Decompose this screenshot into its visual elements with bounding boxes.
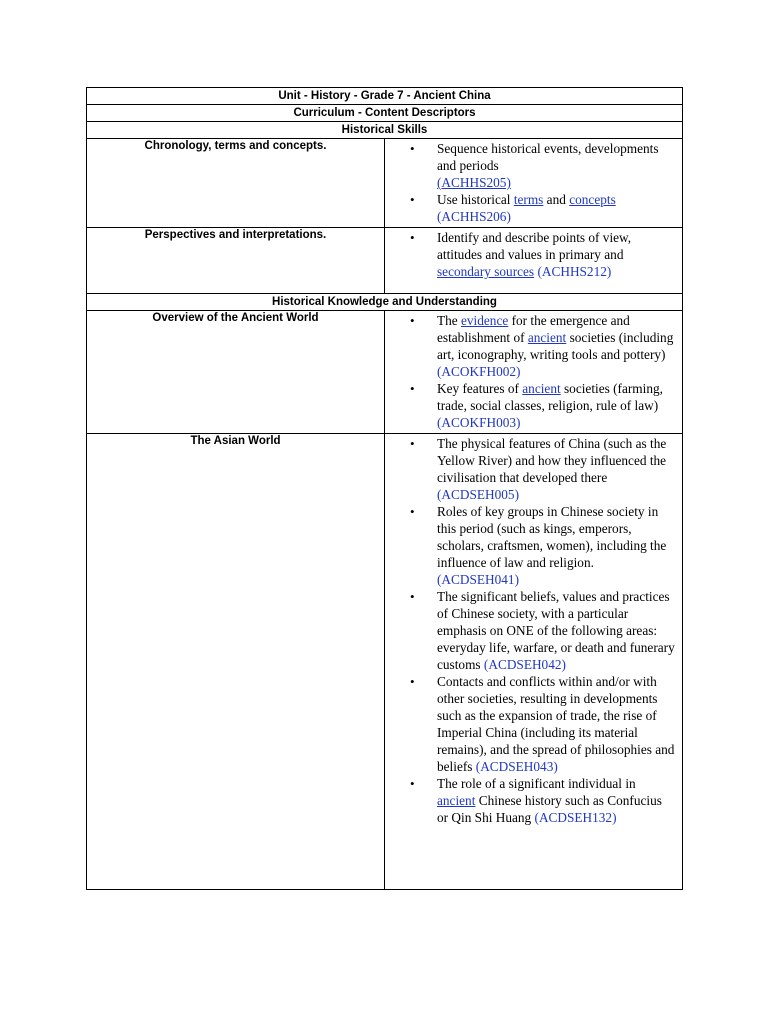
- overview-label: Overview of the Ancient World: [87, 311, 385, 434]
- bullet-item: • The role of a significant individual in ancient Chinese history such as Confucius or Qin Shi Huang (ACDSEH132): [385, 775, 682, 826]
- ancient-link[interactable]: ancient: [527, 330, 567, 345]
- ancient-link[interactable]: ancient: [522, 381, 561, 396]
- bullet-item: • Roles of key groups in Chinese society in this period (such as kings, emperors, scholars, craftsmen, women), including the influence of law and religion. (ACDSEH041): [385, 503, 682, 588]
- unit-title: Unit - History - Grade 7 - Ancient China: [87, 88, 683, 105]
- chronology-label: Chronology, terms and concepts.: [87, 139, 385, 228]
- code-label: (ACDSEH005): [437, 487, 519, 502]
- perspectives-content: [385, 228, 683, 294]
- secondary-sources-link[interactable]: secondary sources: [437, 264, 535, 279]
- curriculum-subtitle: Curriculum - Content Descriptors: [87, 105, 683, 122]
- asian-world-content: [385, 434, 683, 890]
- bullet-item: • Key features of ancient societies (farming, trade, social classes, religion, rule of law) (ACOKFH003): [385, 380, 682, 431]
- code-label: (ACDSEH132): [534, 810, 617, 825]
- code-label: (ACDSEH041): [437, 572, 519, 587]
- bullet-item: • Contacts and conflicts within and/or with other societies, resulting in developments such as the expansion of trade, the rise of Imperial China (including its material remains), and the spread of philosophies and beliefs (ACDSEH043): [385, 673, 682, 775]
- bullet-item: • Use historical terms and concepts (ACHHS206): [385, 191, 682, 225]
- code-label: (ACHHS206): [437, 209, 511, 224]
- bullet-item: • Identify and describe points of view, attitudes and values in primary and secondary sources (ACHHS212): [385, 229, 682, 280]
- overview-content: [385, 311, 683, 434]
- bullet-item: • The physical features of China (such as the Yellow River) and how they influenced the civilisation that developed there (ACDSEH005): [385, 435, 682, 503]
- knowledge-heading: Historical Knowledge and Understanding: [87, 294, 683, 311]
- code-link[interactable]: (ACHHS205): [437, 175, 511, 190]
- bullet-item: • Sequence historical events, developments and periods (ACHHS205): [385, 140, 682, 191]
- code-label: (ACOKFH003): [437, 415, 521, 430]
- curriculum-table: [86, 87, 683, 890]
- code-label: (ACDSEH043): [475, 759, 558, 774]
- historical-skills-heading: Historical Skills: [87, 122, 683, 139]
- chronology-content: [385, 139, 683, 228]
- bullet-item: • The evidence for the emergence and establishment of ancient societies (including art, iconography, writing tools and pottery) (ACOKFH002): [385, 312, 682, 380]
- asian-world-label: The Asian World: [87, 434, 385, 890]
- code-label: (ACDSEH042): [483, 657, 566, 672]
- perspectives-label: Perspectives and interpretations.: [87, 228, 385, 294]
- code-label: (ACHHS212): [537, 264, 612, 279]
- ancient-link[interactable]: ancient: [437, 793, 476, 808]
- concepts-link[interactable]: concepts: [569, 192, 616, 207]
- bullet-item: • The significant beliefs, values and practices of Chinese society, with a particular emphasis on ONE of the following areas: everyday life, warfare, or death and funerary customs (ACDSEH042): [385, 588, 682, 673]
- terms-link[interactable]: terms: [513, 192, 544, 207]
- code-label: (ACOKFH002): [437, 364, 521, 379]
- evidence-link[interactable]: evidence: [461, 313, 509, 328]
